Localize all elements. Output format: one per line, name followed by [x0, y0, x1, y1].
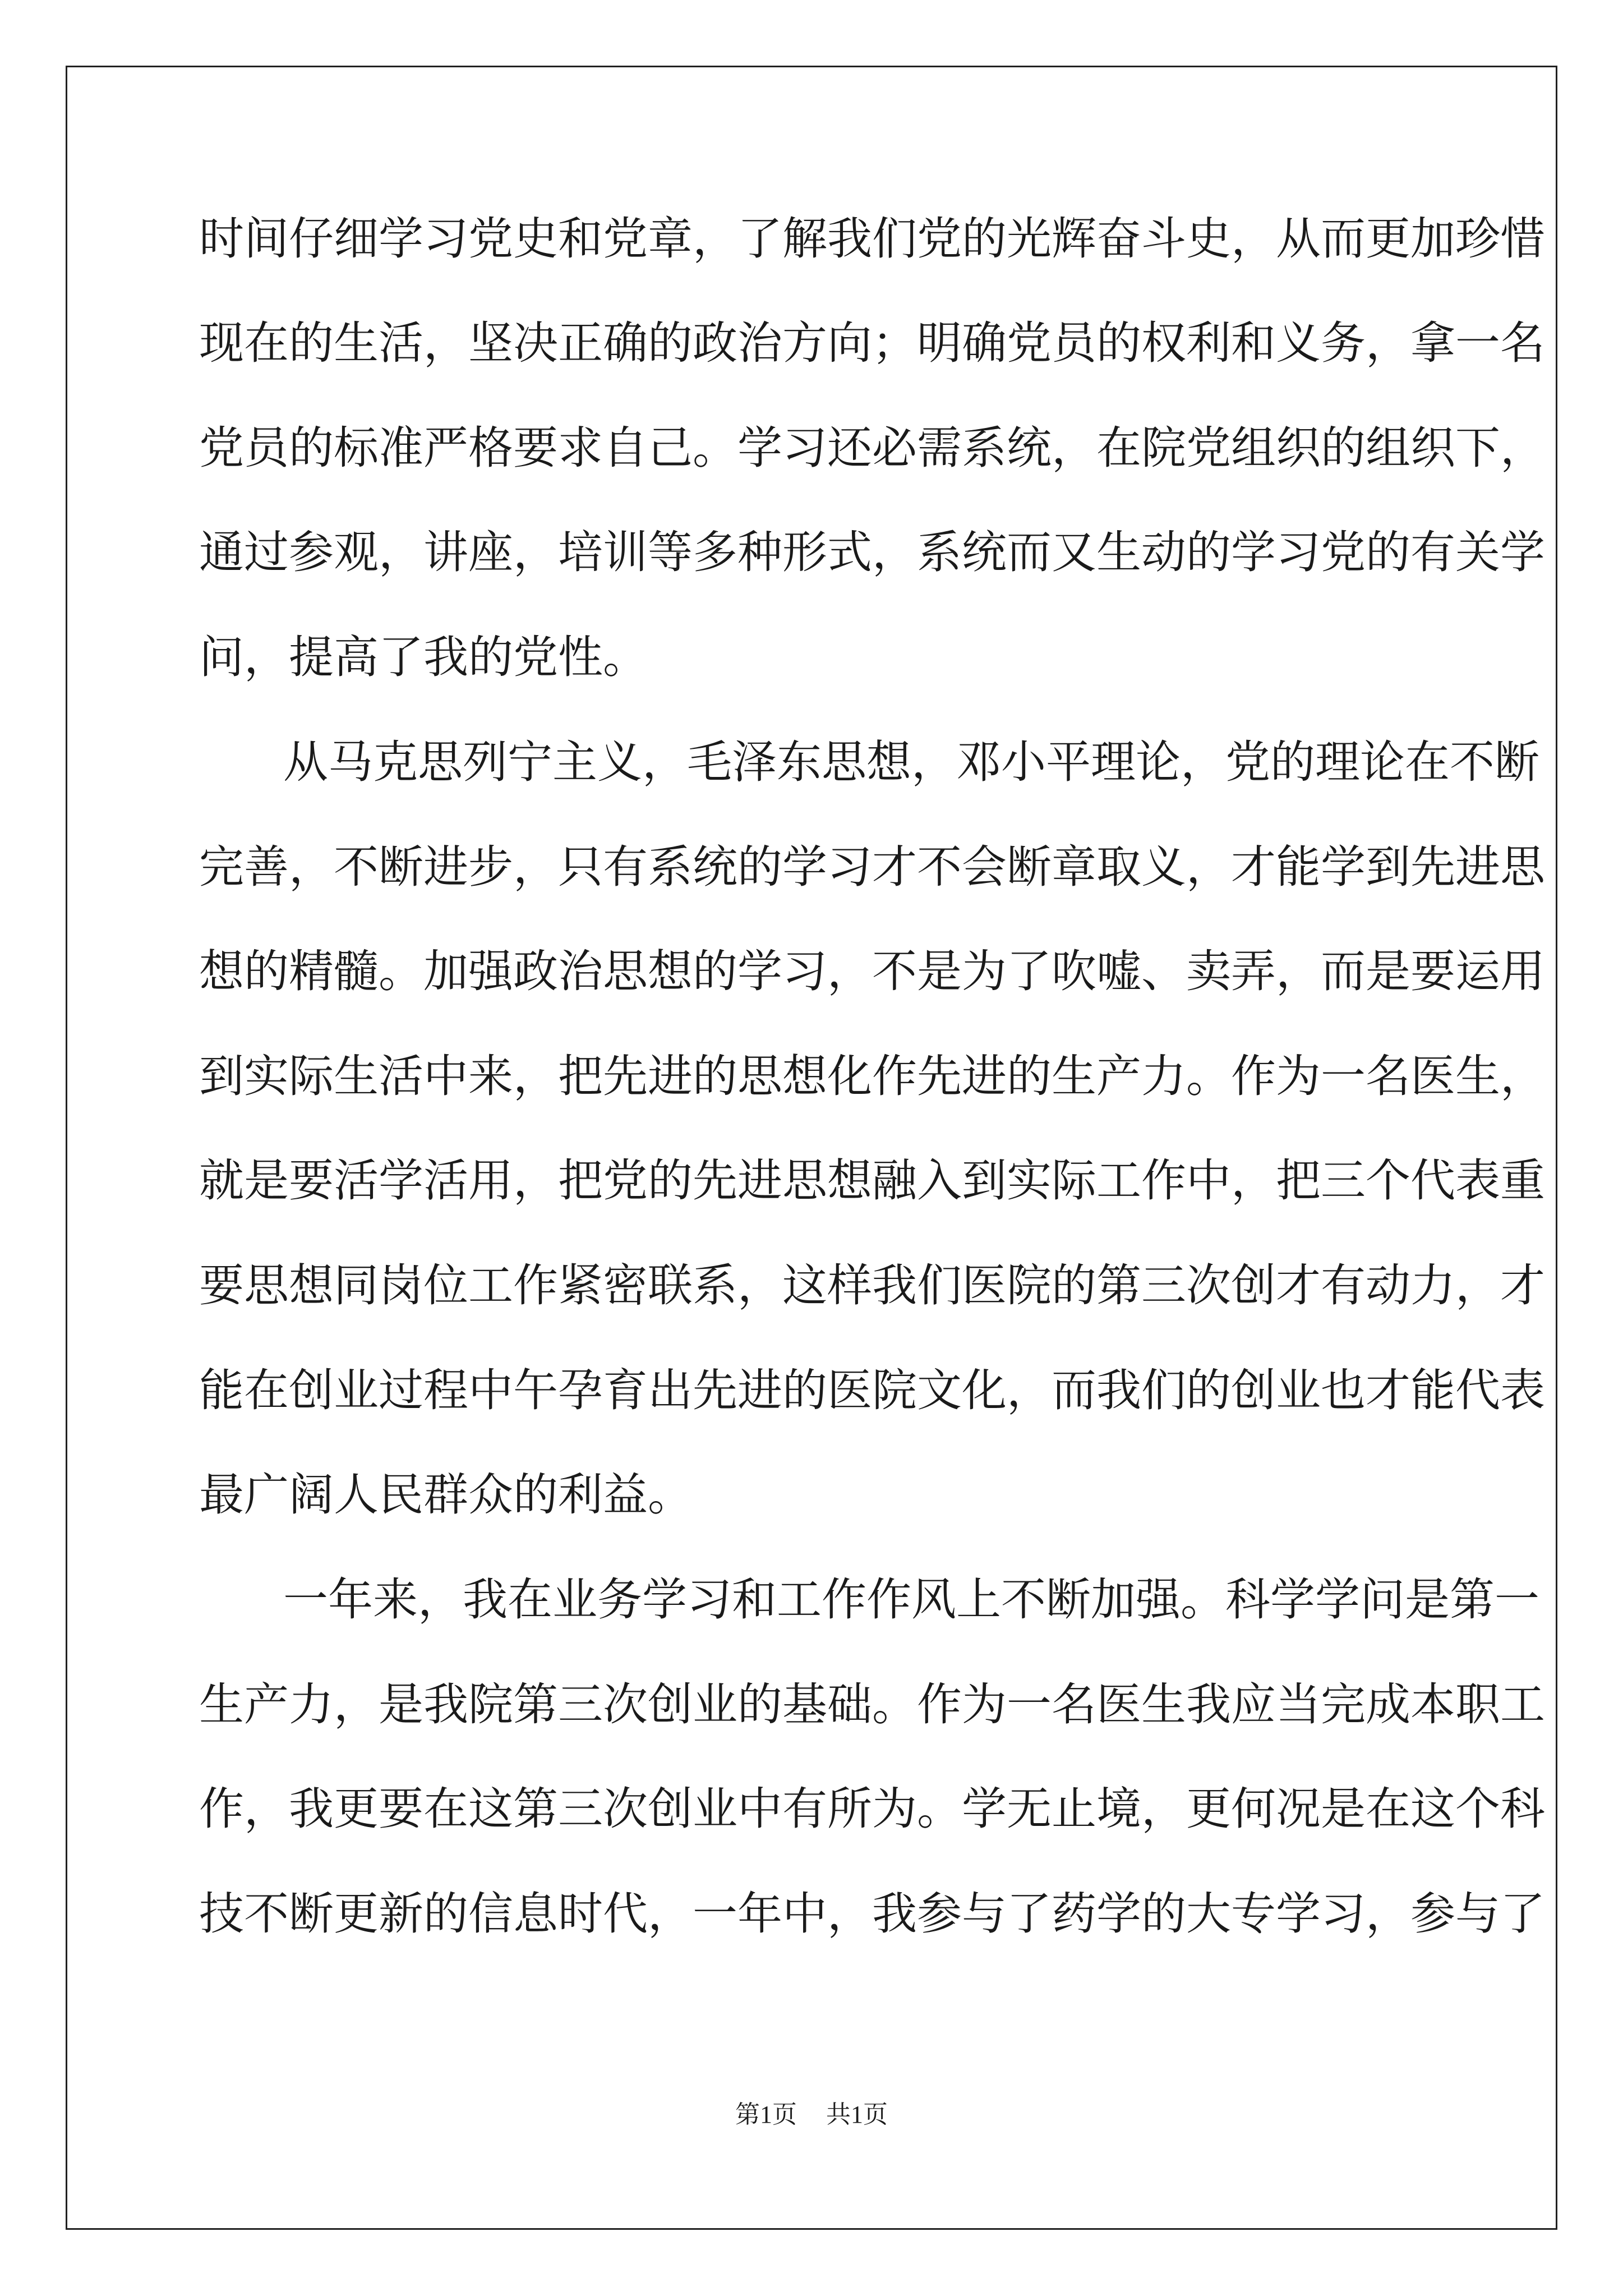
text-line: 到实际生活中来，把先进的思想化作先进的生产力。作为一名医生， — [199, 1050, 1545, 1102]
text-line: 要思想同岗位工作紧密联系，这样我们医院的第三次创才有动力，才 — [199, 1259, 1545, 1312]
text-line: 问，提高了我的党性。 — [199, 631, 648, 683]
text-line: 生产力，是我院第三次创业的基础。作为一名医生我应当完成本职工 — [199, 1678, 1545, 1731]
text-line: 能在创业过程中午孕育出先进的医院文化，而我们的创业也才能代表 — [199, 1364, 1545, 1416]
text-line: 作，我更要在这第三次创业中有所为。学无止境，更何况是在这个科 — [199, 1783, 1545, 1835]
page-total: 共1页 — [826, 2101, 888, 2128]
page-footer — [0, 2098, 1623, 2132]
text-line: 通过参观，讲座，培训等多种形式，系统而又生动的学习党的有关学 — [199, 526, 1545, 578]
text-line: 现在的生活，坚决正确的政治方向；明确党员的权利和义务，拿一名 — [199, 317, 1545, 369]
text-line: 时间仔细学习党史和党章，了解我们党的光辉奋斗史，从而更加珍惜 — [199, 213, 1545, 265]
text-line: 最广阔人民群众的利益。 — [199, 1469, 693, 1521]
text-line: 党员的标准严格要求自己。学习还必需系统，在院党组织的组织下， — [199, 422, 1545, 474]
text-line: 技不断更新的信息时代，一年中，我参与了药学的大专学习，参与了 — [199, 1888, 1545, 1940]
page-number: 第1页 — [735, 2101, 797, 2128]
text-line: 一年来，我在业务学习和工作作风上不断加强。科学学问是第一 — [283, 1573, 1539, 1626]
text-line: 从马克思列宁主义，毛泽东思想，邓小平理论，党的理论在不断 — [283, 736, 1539, 788]
text-line: 想的精髓。加强政治思想的学习，不是为了吹嘘、卖弄，而是要运用 — [199, 945, 1545, 997]
text-line: 就是要活学活用，把党的先进思想融入到实际工作中，把三个代表重 — [199, 1154, 1545, 1207]
text-line: 完善，不断进步，只有系统的学习才不会断章取义，才能学到先进思 — [199, 841, 1545, 893]
